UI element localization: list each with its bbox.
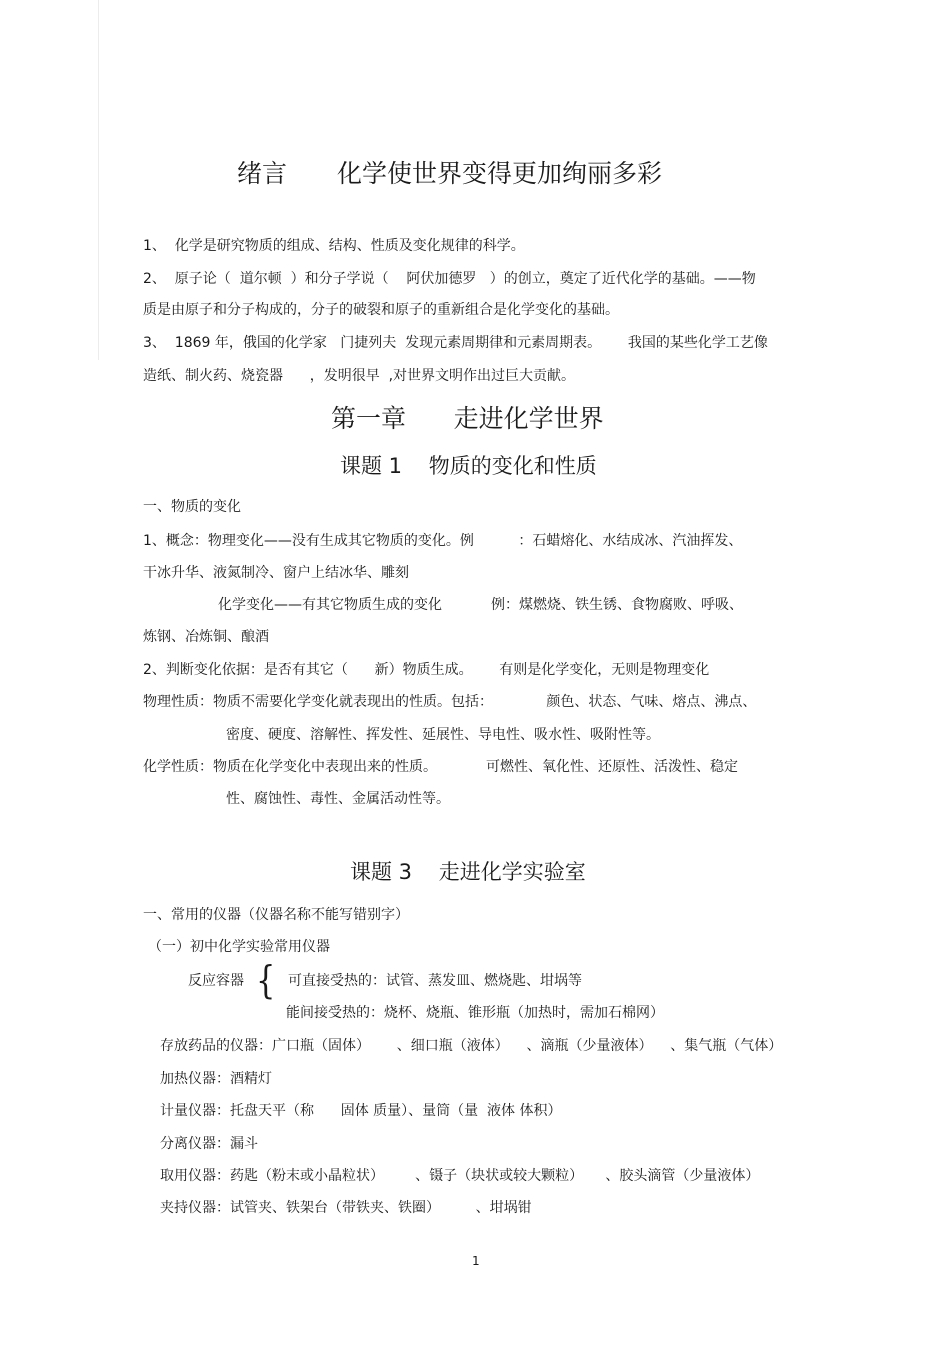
physical-property-line-1: 物理性质：物质不需要化学变化就表现出的性质。包括： 颜色、状态、气味、熔点、沸点、 [143, 694, 757, 710]
chapter-title: 第一章 走进化学世界 [331, 404, 604, 433]
intro-paragraph-2-line-1: 2、 原子论（ 道尔顿 ）和分子学说（ 阿伏加德罗 ）的创立，奠定了近代化学的基础。——物 [143, 271, 756, 287]
reaction-vessel-label: 反应容器 [188, 973, 244, 989]
clamping-instruments: 夹持仪器：试管夹、铁架台（带铁夹、铁圈） 、坩埚钳 [160, 1200, 532, 1216]
concept-chemical-line-1: 化学变化——有其它物质生成的变化 例：煤燃烧、铁生锈、食物腐败、呼吸、 [218, 597, 743, 613]
lesson-3-title: 课题 3 走进化学实验室 [350, 860, 586, 884]
concept-physical-line-1: 1、概念：物理变化——没有生成其它物质的变化。例 ：石蜡熔化、水结成冰、汽油挥发、 [143, 533, 743, 549]
page-margin-rule [98, 0, 99, 360]
brace-symbol: { [256, 958, 276, 1002]
storage-instruments: 存放药品的仪器：广口瓶（固体） 、细口瓶（液体） 、滴瓶（少量液体） 、集气瓶（气体） [160, 1038, 783, 1054]
intro-paragraph-3-line-2: 造纸、制火药、烧瓷器 ，发明很早 ,对世界文明作出过巨大贡献。 [143, 368, 576, 384]
physical-property-line-2: 密度、硬度、溶解性、挥发性、延展性、导电性、吸水性、吸附性等。 [226, 727, 660, 743]
section-heading-changes: 一、物质的变化 [143, 499, 241, 515]
concept-physical-line-2: 干冰升华、液氮制冷、窗户上结冰华、雕刻 [143, 565, 409, 581]
subsection-common-instruments: （一）初中化学实验常用仪器 [148, 939, 330, 955]
taking-instruments: 取用仪器：药匙（粉末或小晶粒状） 、镊子（块状或较大颗粒） 、胶头滴管（少量液体） [160, 1168, 760, 1184]
chemical-property-line-1: 化学性质：物质在化学变化中表现出来的性质。 可燃性、氧化性、还原性、活泼性、稳定 [143, 759, 738, 775]
vessel-direct-heating: 可直接受热的：试管、蒸发皿、燃烧匙、坩埚等 [288, 973, 582, 989]
chemical-property-line-2: 性、腐蚀性、毒性、金属活动性等。 [226, 791, 450, 807]
section-heading-instruments: 一、常用的仪器（仪器名称不能写错别字） [143, 907, 409, 923]
intro-paragraph-2-line-2: 质是由原子和分子构成的，分子的破裂和原子的重新组合是化学变化的基础。 [143, 302, 619, 318]
vessel-indirect-heating: 能间接受热的：烧杯、烧瓶、锥形瓶（加热时，需加石棉网） [286, 1005, 664, 1021]
intro-paragraph-3-line-1: 3、 1869 年，俄国的化学家 门捷列夫 发现元素周期律和元素周期表。 我国的某些化学工艺像 [143, 335, 768, 351]
measuring-instruments: 计量仪器：托盘天平（称 固体 质量）、量筒（量 液体 体积） [160, 1103, 562, 1119]
heating-instruments: 加热仪器：酒精灯 [160, 1071, 272, 1087]
concept-chemical-line-2: 炼钢、冶炼铜、酿酒 [143, 629, 269, 645]
intro-paragraph-1: 1、 化学是研究物质的组成、结构、性质及变化规律的科学。 [143, 238, 525, 254]
document-title: 绪言 化学使世界变得更加绚丽多彩 [237, 159, 663, 188]
lesson-1-title: 课题 1 物质的变化和性质 [340, 454, 597, 478]
judgement-basis: 2、判断变化依据：是否有其它（ 新）物质生成。 有则是化学变化，无则是物理变化 [143, 662, 710, 678]
page-number: 1 [472, 1254, 480, 1268]
separation-instruments: 分离仪器：漏斗 [160, 1136, 258, 1152]
